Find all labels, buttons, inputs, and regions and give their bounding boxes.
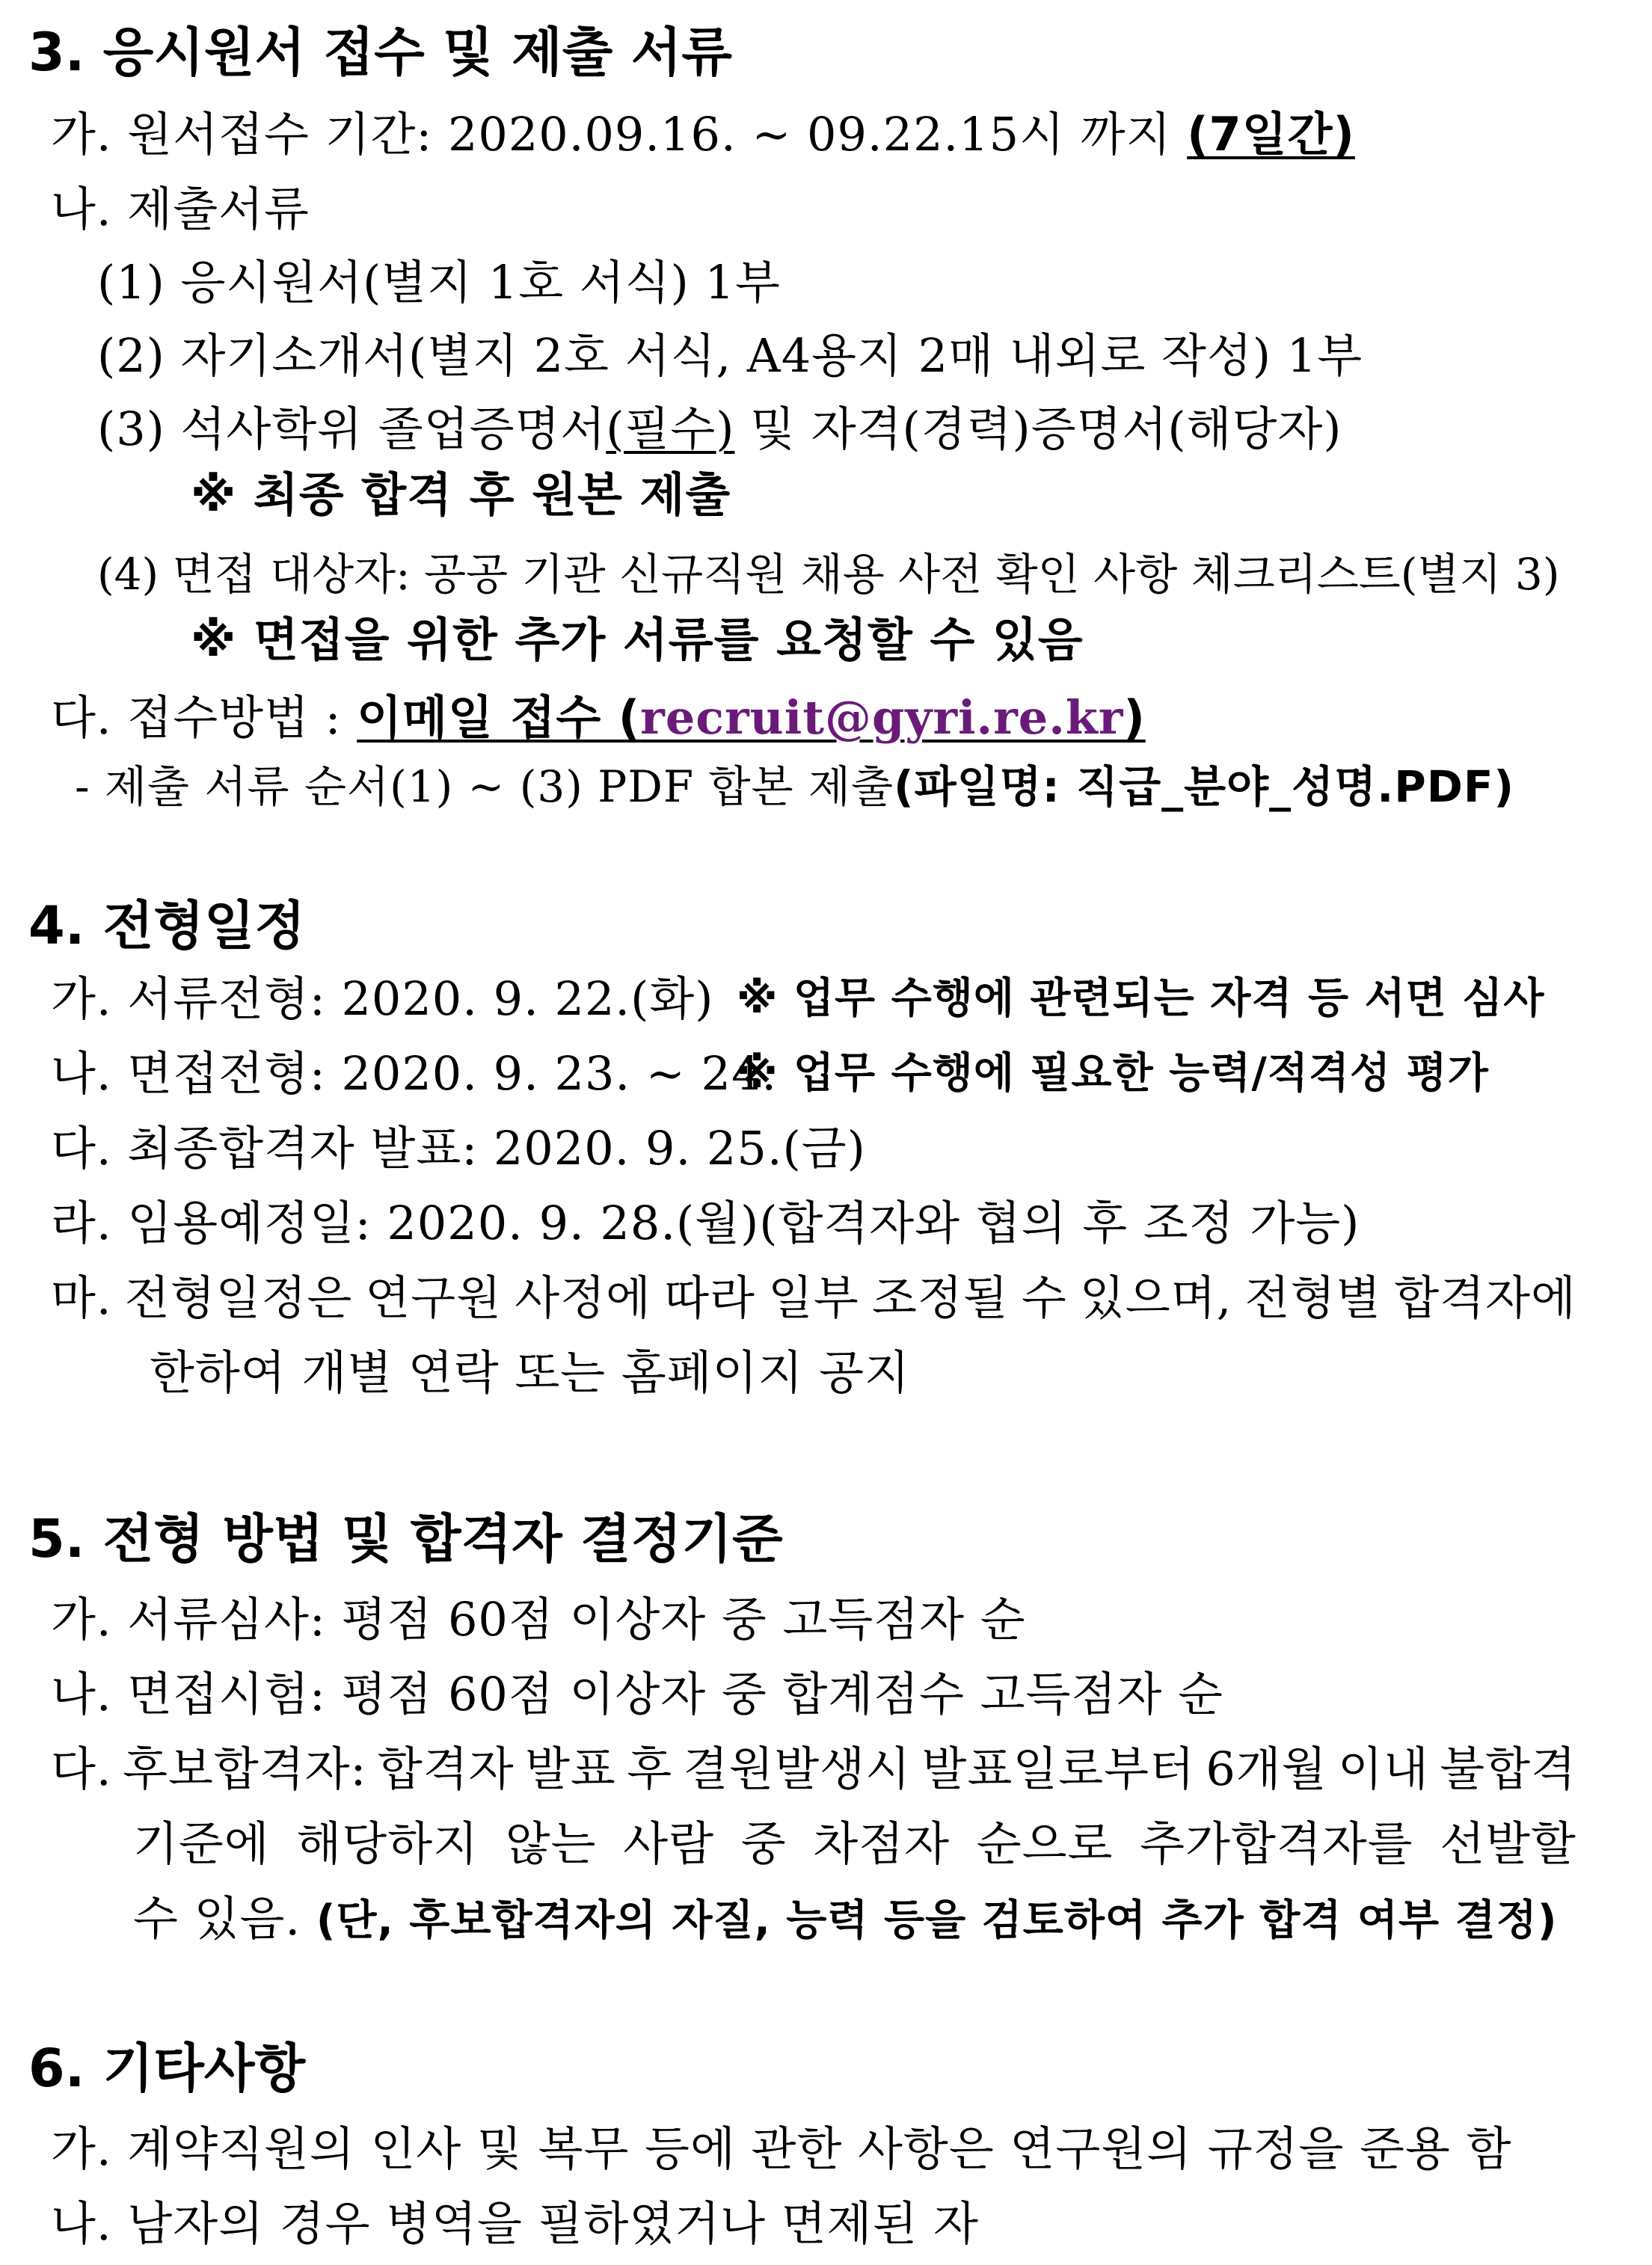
s5-da2-word: 차점자 bbox=[813, 1816, 951, 1871]
s4-ma-word: 일부 bbox=[768, 1270, 859, 1325]
s4-ma-word: 전형일정은 bbox=[124, 1270, 353, 1325]
s3-doc-4: (4) 면접 대상자: 공공 기관 신규직원 채용 사전 확인 사항 체크리스트(별지 3) bbox=[97, 549, 1560, 600]
s3-doc-3-text: (3) 석사학위 졸업증명서 bbox=[97, 402, 607, 456]
s5-item-da-line2 bbox=[133, 1814, 1576, 1874]
s3-ga-period: (7일간) bbox=[1187, 107, 1355, 162]
s5-da-word: 후보합격자: bbox=[123, 1742, 367, 1796]
s5-da2-word: 해당하지 bbox=[296, 1816, 479, 1871]
s4-ma-word: 합격자에 bbox=[1394, 1270, 1576, 1325]
section-3-title: 3. 응시원서 접수 및 제출 서류 bbox=[28, 22, 732, 83]
s5-da-word: 다. bbox=[51, 1742, 112, 1796]
s3-dash-item bbox=[75, 757, 1514, 817]
s5-da2-word: 순으로 bbox=[976, 1816, 1114, 1871]
s5-da3-note: (단, 후보합격자의 자질, 능력 등을 검토하여 추가 합격 여부 결정) bbox=[316, 1896, 1558, 1945]
s4-item-ma-continued: 한하여 개별 연락 또는 홈페이지 공지 bbox=[150, 1345, 910, 1400]
s6-item-na: 나. 남자의 경우 병역을 필하였거나 면제된 자 bbox=[51, 2196, 980, 2251]
s3-note-original: ※ 최종 합격 후 원본 제출 bbox=[191, 467, 731, 522]
s4-ma-word: 있으며, bbox=[1079, 1270, 1232, 1325]
section-5-title: 5. 전형 방법 및 합격자 결정기준 bbox=[28, 1508, 783, 1570]
s4-item-ma bbox=[51, 1268, 1576, 1328]
s3-da-method bbox=[357, 690, 1146, 745]
s5-da2-word: 않는 bbox=[505, 1816, 597, 1871]
s4-item-da: 다. 최종합격자 발표: 2020. 9. 25.(금) bbox=[51, 1121, 866, 1175]
s5-da2-word: 선발할 bbox=[1440, 1816, 1576, 1871]
s4-item-ga: 가. 서류전형: 2020. 9. 22.(화) bbox=[51, 971, 714, 1026]
s4-item-ra: 라. 임용예정일: 2020. 9. 28.(월)(합격자와 협의 후 조정 가능) bbox=[51, 1196, 1360, 1250]
s3-item-ga bbox=[51, 105, 1355, 165]
s5-item-da bbox=[51, 1739, 1576, 1799]
s3-da-close: ) bbox=[1123, 690, 1146, 745]
s4-na-note: ※ 업무 수행에 필요한 능력/적격성 평가 bbox=[737, 1049, 1489, 1098]
s5-da-word: 불합격 bbox=[1440, 1742, 1576, 1796]
s3-note-interview: ※ 면접을 위한 추가 서류를 요청할 수 있음 bbox=[191, 612, 1084, 667]
s4-ma-word: 연구원 bbox=[365, 1270, 503, 1325]
s5-da2-word: 사람 bbox=[623, 1816, 715, 1871]
s3-dash-text: - 제출 서류 순서(1) ~ (3) PDF 합본 제출 bbox=[75, 761, 894, 812]
s3-doc-3-rest: 및 자격(경력)증명서(해당자) bbox=[734, 402, 1342, 456]
s5-item-ga: 가. 서류심사: 평점 60점 이상자 중 고득점자 순 bbox=[51, 1592, 1026, 1647]
s5-da-word: 후 bbox=[627, 1742, 673, 1796]
s4-ma-word: 사정에 bbox=[515, 1270, 651, 1325]
s5-da2-word: 추가합격자를 bbox=[1140, 1816, 1413, 1871]
s5-da-word: 결원발생시 bbox=[683, 1742, 912, 1796]
s4-ma-word: 수 bbox=[1021, 1270, 1067, 1325]
s3-da-text: 다. 접수방법 : bbox=[51, 690, 357, 745]
s4-ga-note: ※ 업무 수행에 관련되는 자격 등 서면 심사 bbox=[737, 974, 1545, 1023]
s3-doc-2: (2) 자기소개서(별지 2호 서식, A4용지 2매 내외로 작성) 1부 bbox=[97, 328, 1363, 383]
s3-item-da bbox=[51, 688, 1146, 748]
s4-ma-word: 조정될 bbox=[871, 1270, 1009, 1325]
s5-da2-word: 중 bbox=[740, 1816, 787, 1871]
s3-da-method-label: 이메일 접수 ( bbox=[357, 690, 641, 745]
s5-item-na: 나. 면접시험: 평점 60점 이상자 중 합계점수 고득점자 순 bbox=[51, 1667, 1223, 1721]
s5-da2-word: 기준에 bbox=[133, 1816, 270, 1871]
s3-dash-filename: (파일명: 직급_분야_성명.PDF) bbox=[894, 761, 1515, 812]
s5-da-word: 발표 bbox=[525, 1742, 616, 1796]
s5-da-word: 6개월 bbox=[1206, 1742, 1327, 1796]
s3-ga-text: 가. 원서접수 기간: 2020.09.16. ~ 09.22.15시 까지 bbox=[51, 107, 1188, 162]
s5-da-word: 합격자 bbox=[377, 1742, 515, 1796]
s5-da-word: 발표일로부터 bbox=[921, 1742, 1195, 1796]
s5-da3-text: 수 있음. bbox=[133, 1891, 316, 1946]
s3-item-na: 나. 제출서류 bbox=[51, 182, 310, 236]
s5-da-word: 이내 bbox=[1338, 1742, 1429, 1796]
s3-email-link[interactable]: recruit@gyri.re.kr bbox=[640, 690, 1124, 745]
section-4-title: 4. 전형일정 bbox=[28, 895, 306, 956]
s3-doc-1: (1) 응시원서(별지 1호 서식) 1부 bbox=[97, 255, 781, 310]
s4-ma-word: 마. bbox=[51, 1270, 112, 1325]
s3-doc-3 bbox=[97, 399, 1342, 459]
section-6-title: 6. 기타사항 bbox=[28, 2038, 306, 2099]
s4-item-na: 나. 면접전형: 2020. 9. 23. ~ 24. bbox=[51, 1046, 778, 1101]
s4-ma-word: 전형별 bbox=[1244, 1270, 1382, 1325]
s3-doc-3-required: (필수) bbox=[606, 402, 735, 456]
s5-item-da-line3 bbox=[133, 1889, 1557, 1949]
s6-item-ga: 가. 계약직원의 인사 및 복무 등에 관한 사항은 연구원의 규정을 준용 함 bbox=[51, 2121, 1512, 2176]
s4-ma-word: 따라 bbox=[664, 1270, 755, 1325]
